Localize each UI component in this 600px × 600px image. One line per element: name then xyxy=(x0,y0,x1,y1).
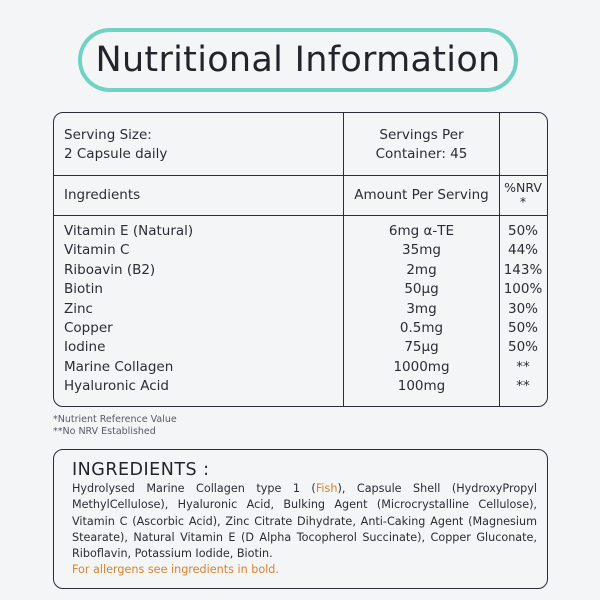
nutrition-table xyxy=(53,112,548,407)
servings-per-container-label: Servings Per xyxy=(379,127,464,143)
nutrient-nrv: ** xyxy=(516,378,530,395)
nutrient-amount: 50µg xyxy=(404,281,439,298)
ingredients-text xyxy=(72,481,537,562)
nutrient-amount: 0.5mg xyxy=(399,320,444,336)
footnote-no-nrv: **No NRV Established xyxy=(53,426,156,437)
nutrient-nrv: 44% xyxy=(507,242,538,259)
nutrient-name: Vitamin E (Natural) xyxy=(64,223,194,239)
allergen-word: Fish xyxy=(315,482,338,495)
nutrient-nrv: 50% xyxy=(507,223,538,239)
header-nrv-label: %NRV xyxy=(504,180,542,195)
header-ingredients: Ingredients xyxy=(64,187,141,203)
nutrient-name: Biotin xyxy=(64,281,103,298)
header-nrv xyxy=(500,181,546,209)
row-divider-body xyxy=(54,215,547,216)
row-divider-header xyxy=(54,175,547,176)
nutrient-amount: 2mg xyxy=(406,261,437,278)
allergen-note: For allergens see ingredients in bold. xyxy=(72,563,279,577)
nutrient-name: Iodine xyxy=(64,339,106,356)
nutrient-name: Copper xyxy=(64,320,113,336)
nutrient-amount: 3mg xyxy=(406,300,437,317)
ingredients-heading: INGREDIENTS : xyxy=(72,460,210,480)
nutrient-amount: 75µg xyxy=(404,339,439,356)
nutrient-nrv: 143% xyxy=(503,261,543,278)
footnotes xyxy=(53,414,177,438)
nutrient-name: Riboavin (B2) xyxy=(64,261,156,278)
serving-size-label: Serving Size: xyxy=(64,127,152,143)
nutrient-amount: 100mg xyxy=(397,378,446,395)
servings-per-container-value: Container: 45 xyxy=(375,146,468,162)
nutrient-nrv: 50% xyxy=(507,339,538,356)
nutrient-nrv: ** xyxy=(516,358,530,375)
title-banner xyxy=(78,28,518,92)
ingredients-text-before: Hydrolysed Marine Collagen type 1 ( xyxy=(72,482,316,495)
nutrient-nrv: 50% xyxy=(507,320,538,336)
header-nrv-mark: * xyxy=(519,194,527,209)
nutrient-amount: 35mg xyxy=(402,242,441,259)
ingredients-text-after: ), Capsule Shell (HydroxyPropyl MethylCellulose), Hyaluronic Acid, Bulking Agent (Microcrystalline Cellulose), Vitamin C (Ascorbic Acid), Zinc Citrate Dihydrate, Anti-Caking Agent (Magnesium Stearate), Natural Vitamin E (D Alpha Tocopherol Succinate), Copper Gluconate, Riboflavin, Potassium Iodide, Biotin. xyxy=(72,482,538,561)
nutrient-name: Zinc xyxy=(64,300,93,317)
footnote-nrv: *Nutrient Reference Value xyxy=(53,414,177,425)
nutrient-name: Marine Collagen xyxy=(64,358,174,375)
header-amount: Amount Per Serving xyxy=(354,187,489,203)
ingredients-box xyxy=(53,449,548,589)
servings-per-container-cell xyxy=(344,126,499,164)
nutrient-nrv: 30% xyxy=(507,300,538,317)
nutrient-name: Vitamin C xyxy=(64,242,130,259)
nutrient-nrv: 100% xyxy=(503,281,543,298)
nutrient-name: Hyaluronic Acid xyxy=(64,378,169,395)
page-title: Nutritional Information xyxy=(95,40,501,80)
serving-size-value: 2 Capsule daily xyxy=(64,146,168,162)
serving-size-cell xyxy=(64,126,167,164)
nutrient-amount: 6mg α-TE xyxy=(388,223,455,239)
nutrient-amount: 1000mg xyxy=(393,358,450,375)
